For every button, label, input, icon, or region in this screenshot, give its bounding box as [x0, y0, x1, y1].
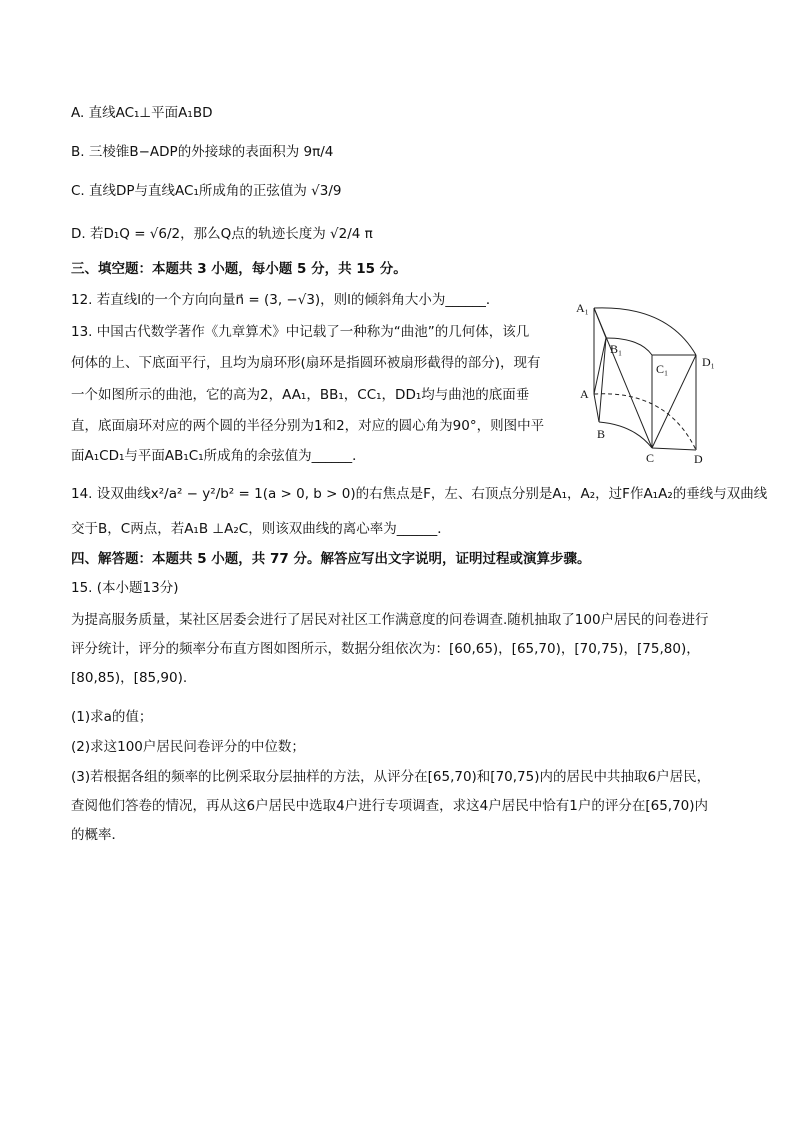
- question-15-intro: 为提高服务质量，某社区居委会进行了居民对社区工作满意度的问卷调查.随机抽取了100户居民的问卷进行评分统计，评分的频率分布直方图如图所示，数据分组依次为：[60,65)，[65,70)，[70,75)，[75,80)，[80,85)，[85,90).: [71, 612, 709, 686]
- option-a: A. 直线AC₁⊥平面A₁BD: [71, 105, 213, 121]
- question-15-part-2: (2)求这100户居民问卷评分的中位数；: [71, 739, 305, 755]
- label-c1: C₁: [656, 362, 669, 376]
- label-d1: D₁: [702, 355, 715, 369]
- question-14-line-2: 交于B，C两点，若A₁B ⊥A₂C，则该双曲线的离心率为______．: [71, 521, 451, 537]
- curved-pool-figure: [572, 300, 722, 468]
- question-15-part-1: (1)求a的值；: [71, 709, 153, 725]
- label-a1: A₁: [576, 301, 589, 315]
- question-15-part-3: (3)若根据各组的频率的比例采取分层抽样的方法，从评分在[65,70)和[70,75)内的居民中共抽取6户居民，查阅他们答卷的情况，再从这6户居民中选取4户进行专项调查，求这4户居民中恰有1户的评分在[65,70)内的概率．: [71, 769, 711, 843]
- label-d: D: [694, 452, 703, 466]
- question-12: 12. 若直线l的一个方向向量n⃗ = (3, −√3)，则l的倾斜角大小为______．: [71, 292, 500, 308]
- inner-arc-bottom: [599, 422, 652, 448]
- label-c: C: [646, 451, 655, 465]
- label-b1: B₁: [610, 342, 623, 356]
- outer-arc-bottom-hidden: [594, 394, 696, 450]
- question-13-line-5: 面A₁CD₁与平面AB₁C₁所成角的余弦值为______．: [71, 448, 366, 464]
- option-b: B. 三棱锥B−ADP的外接球的表面积为 9π/4: [71, 144, 334, 160]
- option-d: D. 若D₁Q = √6/2，那么Q点的轨迹长度为 √2/4 π: [71, 226, 373, 242]
- option-c: C. 直线DP与直线AC₁所成角的正弦值为 √3/9: [71, 183, 342, 199]
- question-15-title: 15. (本小题13分): [71, 580, 179, 596]
- question-13-line-2: 何体的上、下底面平行，且均为扇环形(扇环是指圆环被扇形截得的部分)，现有: [71, 355, 541, 371]
- question-13-line-1: 13. 中国古代数学著作《九章算术》中记载了一种称为“曲池”的几何体，该几: [71, 324, 530, 340]
- question-14-line-1: 14. 设双曲线x²/a² − y²/b² = 1(a > 0, b > 0)的右焦点是F，左、右顶点分别是A₁，A₂，过F作A₁A₂的垂线与双曲线: [71, 486, 768, 502]
- question-13-line-3: 一个如图所示的曲池，它的高为2，AA₁，BB₁，CC₁，DD₁均与曲池的底面垂: [71, 387, 530, 403]
- section3-header: 三、填空题：本题共 3 小题，每小题 5 分，共 15 分。: [71, 261, 407, 277]
- section4-header: 四、解答题：本题共 5 小题，共 77 分。解答应写出文字说明，证明过程或演算步骤。: [71, 551, 591, 567]
- label-b: B: [597, 427, 606, 441]
- label-a: A: [580, 387, 589, 401]
- question-13-line-4: 直，底面扇环对应的两个圆的半径分别为1和2，对应的圆心角为90°，则图中平: [71, 418, 545, 434]
